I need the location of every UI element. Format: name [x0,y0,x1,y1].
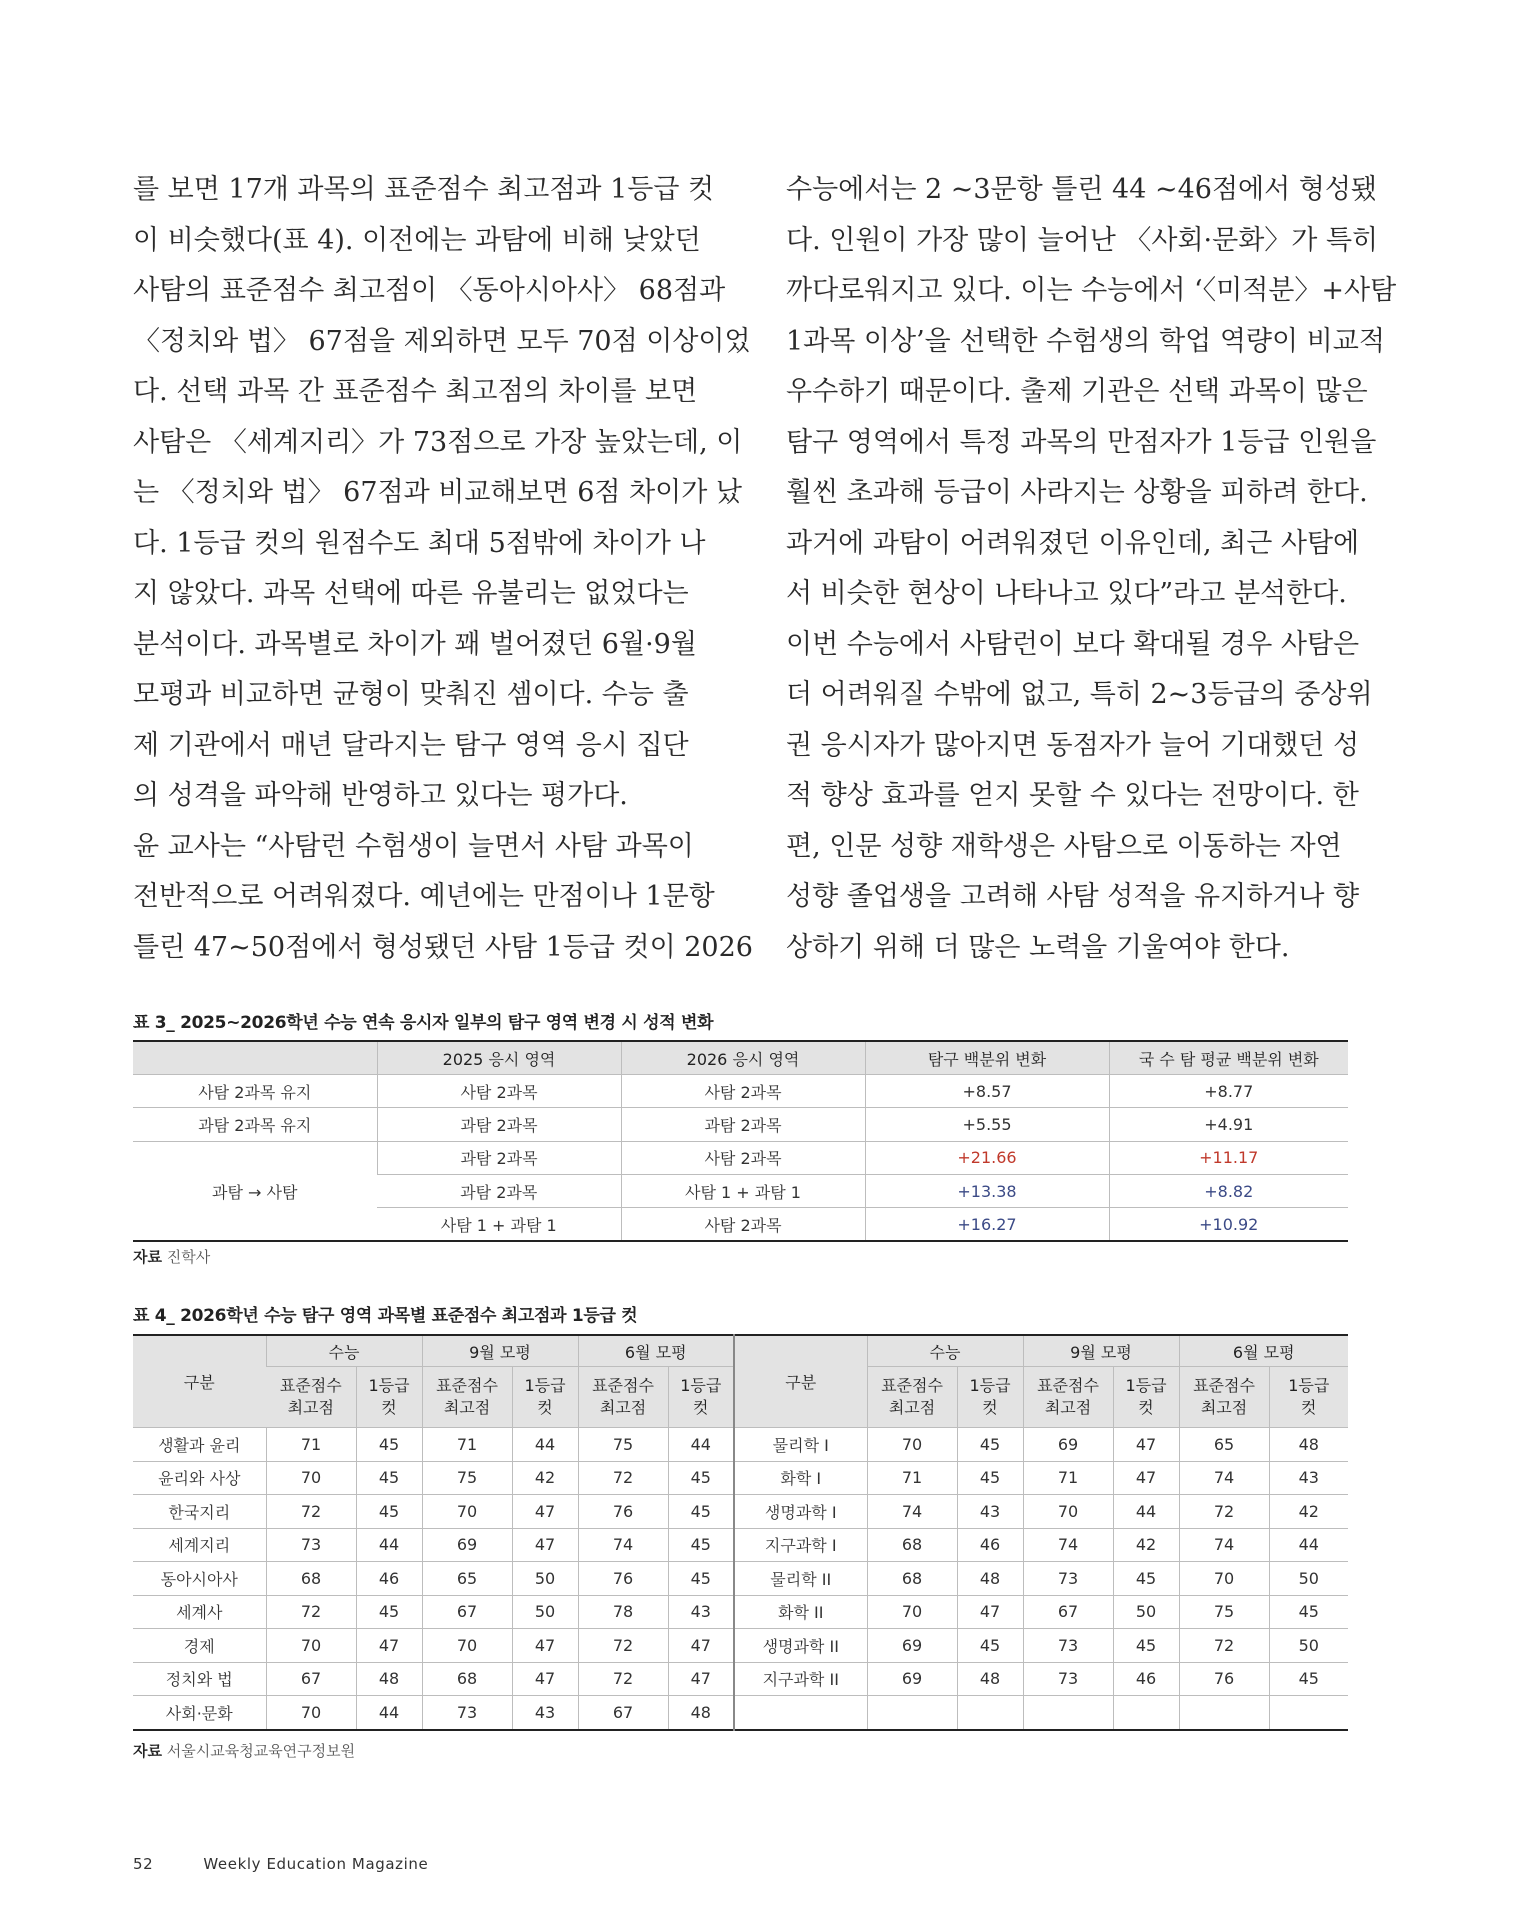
table4-cell: 42 [1113,1528,1179,1562]
table3-cell: 과탐 2과목 [377,1141,621,1174]
table4-cell: 70 [1179,1562,1269,1596]
table4-cell: 50 [512,1595,578,1629]
table4-cell [957,1696,1023,1730]
table4-cell: 76 [1179,1662,1269,1696]
table4-cell: 72 [1179,1629,1269,1663]
table4-cell: 70 [266,1696,356,1730]
table4-cell: 44 [356,1528,422,1562]
table-row [133,1562,1348,1596]
body-text-line: 1과목 이상’을 선택한 수험생의 학업 역량이 비교적 [786,325,1385,357]
table4-cell: 72 [578,1662,668,1696]
table4-subheader-text: 컷 [537,1398,553,1417]
body-text-line: 훨씬 초과해 등급이 사라지는 상황을 피하려 한다. [786,477,1368,508]
table4-subheader-cut [356,1367,422,1428]
table4-cell: 46 [356,1562,422,1596]
body-text-line: 분석이다. 과목별로 차이가 꽤 벌어졌던 6월·9월 [133,628,697,660]
table4-cell: 47 [512,1528,578,1562]
table4-cell: 74 [578,1528,668,1562]
table4-subheader-text: 최고점 [287,1398,334,1417]
table4-cell: 45 [668,1528,734,1562]
table-row [133,1662,1348,1696]
table4-cell: 70 [867,1428,957,1462]
body-text-line: 까다로워지고 있다. 이는 수능에서 ‘〈미적분〉+사탐 [786,275,1397,306]
table4-cell: 74 [867,1495,957,1529]
body-text-line: 윤 교사는 “사탐런 수험생이 늘면서 사탐 과목이 [133,830,694,862]
table4-subject-cell: 물리학 I [734,1428,867,1462]
table4-cell: 76 [578,1562,668,1596]
body-text-line: 〈정치와 법〉 67점을 제외하면 모두 70점 이상이었 [133,325,751,357]
table4-subheader-text: 표준점수 [592,1376,654,1395]
table4-subheader-text: 1등급 [368,1376,410,1395]
table4-group-header: 수능 [266,1335,422,1367]
table4-cell: 45 [668,1562,734,1596]
table3-cell: +4.91 [1109,1108,1348,1141]
table4-cell: 47 [1113,1461,1179,1495]
table3-group-cell: 과탐 2과목 유지 [133,1108,377,1141]
table-row [133,1108,1348,1141]
table3-source [133,1246,210,1267]
table4-cell: 75 [1179,1595,1269,1629]
table4-cell: 47 [356,1629,422,1663]
table4-subject-cell: 생명과학 I [734,1495,867,1529]
magazine-name: Weekly Education Magazine [203,1855,429,1873]
table3-cell: 사탐 2과목 [621,1075,865,1108]
table4-cell: 71 [1023,1461,1113,1495]
table-row [133,1528,1348,1562]
table3-header-row [133,1041,1348,1075]
table4-cell: 48 [668,1696,734,1730]
table4-group-header: 수능 [867,1335,1023,1367]
body-text-line: 이 비슷했다(표 4). 이전에는 과탐에 비해 낮았던 [133,224,701,256]
table3-cell: +8.57 [865,1075,1109,1108]
body-text-line: 모평과 비교하면 균형이 맞춰진 셈이다. 수능 출 [133,679,689,710]
table4-cell: 45 [957,1461,1023,1495]
table4-cell: 50 [1269,1562,1348,1596]
table4-subheader-text: 컷 [1138,1398,1154,1417]
table3-group-cell: 과탐 → 사탐 [133,1141,377,1241]
table4-cell: 76 [578,1495,668,1529]
table4-cell: 45 [1269,1662,1348,1696]
body-text-line: 틀린 47~50점에서 형성됐던 사탐 1등급 컷이 2026 [133,931,753,963]
body-text-line: 성향 졸업생을 고려해 사탐 성적을 유지하거나 향 [786,881,1360,912]
table3-cell: 사탐 2과목 [377,1075,621,1108]
table4-cell [867,1696,957,1730]
table4-gubun-header: 구분 [133,1335,266,1428]
table3-header-cell [133,1041,377,1075]
body-text-line: 탐구 영역에서 특정 과목의 만점자가 1등급 인원을 [786,426,1377,458]
table4-cell: 43 [957,1495,1023,1529]
table4-cell: 48 [1269,1428,1348,1462]
table4-subheader-max [422,1367,512,1428]
table3-cell-highlight: +11.17 [1109,1141,1348,1174]
table4-cell: 68 [867,1562,957,1596]
table-row [133,1141,1348,1174]
table4-cell: 72 [266,1595,356,1629]
table4-subheader-text: 컷 [982,1398,998,1417]
body-text-line: 사탐의 표준점수 최고점이 〈동아시아사〉 68점과 [133,275,726,306]
table4-subheader-max [266,1367,356,1428]
table4-subheader-cut [1269,1367,1348,1428]
table4-subject-cell: 윤리와 사상 [133,1461,266,1495]
body-text-line: 서 비슷한 현상이 나타나고 있다”라고 분석한다. [786,578,1347,609]
table3-header-cell: 국 수 탐 평균 백분위 변화 [1109,1041,1348,1075]
table4-cell: 47 [512,1629,578,1663]
table4-cell: 73 [1023,1629,1113,1663]
table4-cell: 48 [957,1562,1023,1596]
table4-cell: 42 [1269,1495,1348,1529]
table4-source [133,1740,355,1761]
table4-cell: 71 [266,1428,356,1462]
table4-cell: 47 [512,1662,578,1696]
table4-subheader-text: 1등급 [969,1376,1011,1395]
table4-subheader-cut [668,1367,734,1428]
table4-subheader-text: 표준점수 [1037,1376,1099,1395]
table4-cell: 72 [1179,1495,1269,1529]
table-row [133,1595,1348,1629]
table4-cell: 48 [957,1662,1023,1696]
table4-cell: 50 [512,1562,578,1596]
table4-cell: 44 [668,1428,734,1462]
table3-cell-blue: +13.38 [865,1174,1109,1207]
table4-cell: 45 [1269,1595,1348,1629]
table4-cell: 45 [957,1629,1023,1663]
table4-cell: 67 [578,1696,668,1730]
table4-cell: 44 [356,1696,422,1730]
table4-title: 표 4_ 2026학년 수능 탐구 영역 과목별 표준점수 최고점과 1등급 컷 [133,1306,638,1326]
table4-subject-cell: 동아시아사 [133,1562,266,1596]
table4-subject-cell: 화학 II [734,1595,867,1629]
table4-subheader-text: 최고점 [1200,1398,1248,1417]
table4-subheader-text: 최고점 [443,1398,491,1417]
table4-cell: 73 [1023,1662,1113,1696]
table-row [133,1428,1348,1462]
table4-cell: 71 [422,1428,512,1462]
table4-subheader-text: 1등급 [1288,1376,1330,1395]
body-text-line: 권 응시자가 많아지면 동점자가 늘어 기대했던 성 [786,729,1360,761]
table4-header-row [133,1335,1348,1367]
table3-cell: 사탐 2과목 [621,1208,865,1242]
table4-subject-cell: 세계지리 [133,1528,266,1562]
table4-subject-cell: 생명과학 II [734,1629,867,1663]
table4-subject-cell: 한국지리 [133,1495,266,1529]
body-text-line: 의 성격을 파악해 반영하고 있다는 평가다. [133,780,628,811]
table4-cell: 69 [1023,1428,1113,1462]
table4-cell: 48 [356,1662,422,1696]
table4-subheader-text: 1등급 [680,1376,722,1395]
table4-cell: 68 [422,1662,512,1696]
body-text-line: 다. 인원이 가장 많이 늘어난 〈사회·문화〉가 특히 [786,224,1379,256]
table4-subheader-text: 컷 [693,1398,709,1417]
body-text-line: 는 〈정치와 법〉 67점과 비교해보면 6점 차이가 났 [133,477,743,508]
table4-cell: 67 [422,1595,512,1629]
table4-cell: 45 [668,1461,734,1495]
table4-cell: 70 [1023,1495,1113,1529]
table-row [133,1461,1348,1495]
table3-header-cell: 탐구 백분위 변화 [865,1041,1109,1075]
table3-header-cell: 2025 응시 영역 [377,1041,621,1075]
table4-subheader-max [1179,1367,1269,1428]
table4-cell [1269,1696,1348,1730]
table4-cell: 65 [422,1562,512,1596]
table4 [133,1334,1348,1731]
table4-subheader-text: 컷 [1301,1398,1317,1417]
table4-subheader-max [578,1367,668,1428]
table4-cell: 73 [1023,1562,1113,1596]
table4-subheader-text: 최고점 [888,1398,936,1417]
table4-cell: 72 [578,1461,668,1495]
table4-source-text: 서울시교육청교육연구정보원 [166,1742,356,1760]
table4-cell: 44 [1269,1528,1348,1562]
table-row [133,1075,1348,1108]
table4-subheader-cut [957,1367,1023,1428]
table4-cell: 74 [1179,1528,1269,1562]
body-text-line: 사탐은 〈세계지리〉가 73점으로 가장 높았는데, 이 [133,426,743,458]
table4-subject-cell: 생활과 윤리 [133,1428,266,1462]
table3-header-cell: 2026 응시 영역 [621,1041,865,1075]
table4-cell: 47 [512,1495,578,1529]
body-text-line: 과거에 과탐이 어려워졌던 이유인데, 최근 사탐에 [786,527,1360,559]
body-text-line: 편, 인문 성향 재학생은 사탐으로 이동하는 자연 [786,830,1342,862]
table4-cell: 45 [668,1495,734,1529]
table4-subheader-text: 표준점수 [279,1376,342,1395]
table4-cell: 70 [266,1629,356,1663]
table4-cell: 78 [578,1595,668,1629]
table3-cell: 과탐 2과목 [621,1108,865,1141]
table4-cell: 50 [1269,1629,1348,1663]
table-row [133,1696,1348,1730]
body-text-line: 를 보면 17개 과목의 표준점수 최고점과 1등급 컷 [133,174,715,205]
table4-cell: 67 [266,1662,356,1696]
table3-cell-blue: +10.92 [1109,1208,1348,1242]
table4-cell: 67 [1023,1595,1113,1629]
table4-cell: 69 [867,1629,957,1663]
table4-cell: 43 [668,1595,734,1629]
table4-subject-cell: 화학 I [734,1461,867,1495]
table4-cell: 72 [578,1629,668,1663]
body-text-right-column [786,165,1397,973]
table4-subheader-text: 1등급 [524,1376,566,1395]
table4-cell: 47 [1113,1428,1179,1462]
table4-cell: 45 [1113,1562,1179,1596]
table4-group-header: 9월 모평 [1023,1335,1179,1367]
table4-subheader-text: 표준점수 [881,1376,943,1395]
table4-cell: 43 [512,1696,578,1730]
table3-cell: 사탐 1 + 과탐 1 [377,1208,621,1242]
table4-cell [1113,1696,1179,1730]
table4-subject-cell: 지구과학 II [734,1662,867,1696]
table4-cell: 42 [512,1461,578,1495]
table4-cell [1023,1696,1113,1730]
body-text-left-column [133,165,753,973]
table4-cell: 74 [1023,1528,1113,1562]
page-number: 52 [133,1855,154,1873]
table3-group-cell: 사탐 2과목 유지 [133,1075,377,1108]
table4-subject-cell: 경제 [133,1629,266,1663]
table4-cell: 45 [1113,1629,1179,1663]
table4-group-header: 6월 모평 [578,1335,734,1367]
table3-cell-blue: +8.82 [1109,1174,1348,1207]
table4-group-header: 6월 모평 [1179,1335,1348,1367]
table3-cell: +8.77 [1109,1075,1348,1108]
table4-subheader-max [867,1367,957,1428]
table3-cell-highlight: +21.66 [865,1141,1109,1174]
table4-cell: 50 [1113,1595,1179,1629]
table4-cell: 73 [422,1696,512,1730]
table4-cell: 45 [957,1428,1023,1462]
table3-cell: 과탐 2과목 [377,1174,621,1207]
table4-cell: 45 [356,1595,422,1629]
body-text-line: 전반적으로 어려워졌다. 예년에는 만점이나 1문항 [133,881,715,912]
table4-cell: 68 [867,1528,957,1562]
table4-cell: 47 [668,1629,734,1663]
body-text-line: 더 어려워질 수밖에 없고, 특히 2~3등급의 중상위 [786,679,1373,710]
table4-subject-cell: 사회·문화 [133,1696,266,1730]
table4-cell: 65 [1179,1428,1269,1462]
table4-cell: 45 [356,1428,422,1462]
table4-subject-cell: 물리학 II [734,1562,867,1596]
table3-source-label: 자료 [133,1248,162,1266]
table4-cell: 47 [957,1595,1023,1629]
table4-cell: 72 [266,1495,356,1529]
table4-cell: 45 [356,1461,422,1495]
table4-cell: 71 [867,1461,957,1495]
table4-cell: 69 [422,1528,512,1562]
table3-cell: 과탐 2과목 [377,1108,621,1141]
table3-title: 표 3_ 2025~2026학년 수능 연속 응시자 일부의 탐구 영역 변경 시 성적 변화 [133,1013,714,1033]
body-text-line: 적 향상 효과를 얻지 못할 수 있다는 전망이다. 한 [786,780,1359,811]
table4-cell: 75 [578,1428,668,1462]
table4-subheader-text: 1등급 [1125,1376,1167,1395]
table4-cell: 70 [266,1461,356,1495]
table4-subheader-max [1023,1367,1113,1428]
table4-cell: 68 [266,1562,356,1596]
table4-subheader-text: 최고점 [1044,1398,1092,1417]
table4-cell: 46 [1113,1662,1179,1696]
table3-source-text: 진학사 [166,1248,211,1266]
table4-cell: 70 [422,1495,512,1529]
table4-subheader-text: 컷 [381,1398,397,1417]
table3-cell: +5.55 [865,1108,1109,1141]
table3-cell: 사탐 2과목 [621,1141,865,1174]
table4-cell: 70 [867,1595,957,1629]
body-text-line: 제 기관에서 매년 달라지는 탐구 영역 응시 집단 [133,729,689,761]
table4-subject-cell: 세계사 [133,1595,266,1629]
table4-cell: 73 [266,1528,356,1562]
table4-cell: 69 [867,1662,957,1696]
table-row [133,1629,1348,1663]
table4-subject-cell [734,1696,867,1730]
table4-subheader-text: 최고점 [599,1398,647,1417]
table3 [133,1040,1348,1242]
body-text-line: 다. 1등급 컷의 원점수도 최대 5점밖에 차이가 나 [133,527,706,559]
table4-cell: 44 [1113,1495,1179,1529]
body-text-line: 지 않았다. 과목 선택에 따른 유불리는 없었다는 [133,578,689,609]
table4-cell: 44 [512,1428,578,1462]
table4-subheader-text: 표준점수 [436,1376,498,1395]
table4-cell: 74 [1179,1461,1269,1495]
table4-source-label: 자료 [133,1742,162,1760]
table3-cell-blue: +16.27 [865,1208,1109,1242]
table4-cell [1179,1696,1269,1730]
body-text-line: 수능에서는 2 ~3문항 틀린 44 ~46점에서 형성됐 [786,174,1378,205]
table4-subheader-cut [512,1367,578,1428]
body-text-line: 다. 선택 과목 간 표준점수 최고점의 차이를 보면 [133,376,698,407]
table4-gubun-header: 구분 [734,1335,867,1428]
table4-subject-cell: 정치와 법 [133,1662,266,1696]
table4-cell: 45 [356,1495,422,1529]
table4-subheader-cut [1113,1367,1179,1428]
table4-cell: 46 [957,1528,1023,1562]
table3-cell: 사탐 1 + 과탐 1 [621,1174,865,1207]
table4-cell: 70 [422,1629,512,1663]
body-text-line: 이번 수능에서 사탐런이 보다 확대될 경우 사탐은 [786,628,1360,660]
table4-group-header: 9월 모평 [422,1335,578,1367]
table4-subheader-text: 표준점수 [1193,1376,1255,1395]
page-footer [133,1855,428,1873]
table-row [133,1495,1348,1529]
table4-cell: 75 [422,1461,512,1495]
body-text-line: 우수하기 때문이다. 출제 기관은 선택 과목이 많은 [786,376,1368,407]
table4-cell: 43 [1269,1461,1348,1495]
table4-subject-cell: 지구과학 I [734,1528,867,1562]
body-text-line: 상하기 위해 더 많은 노력을 기울여야 한다. [786,931,1290,963]
table4-cell: 47 [668,1662,734,1696]
